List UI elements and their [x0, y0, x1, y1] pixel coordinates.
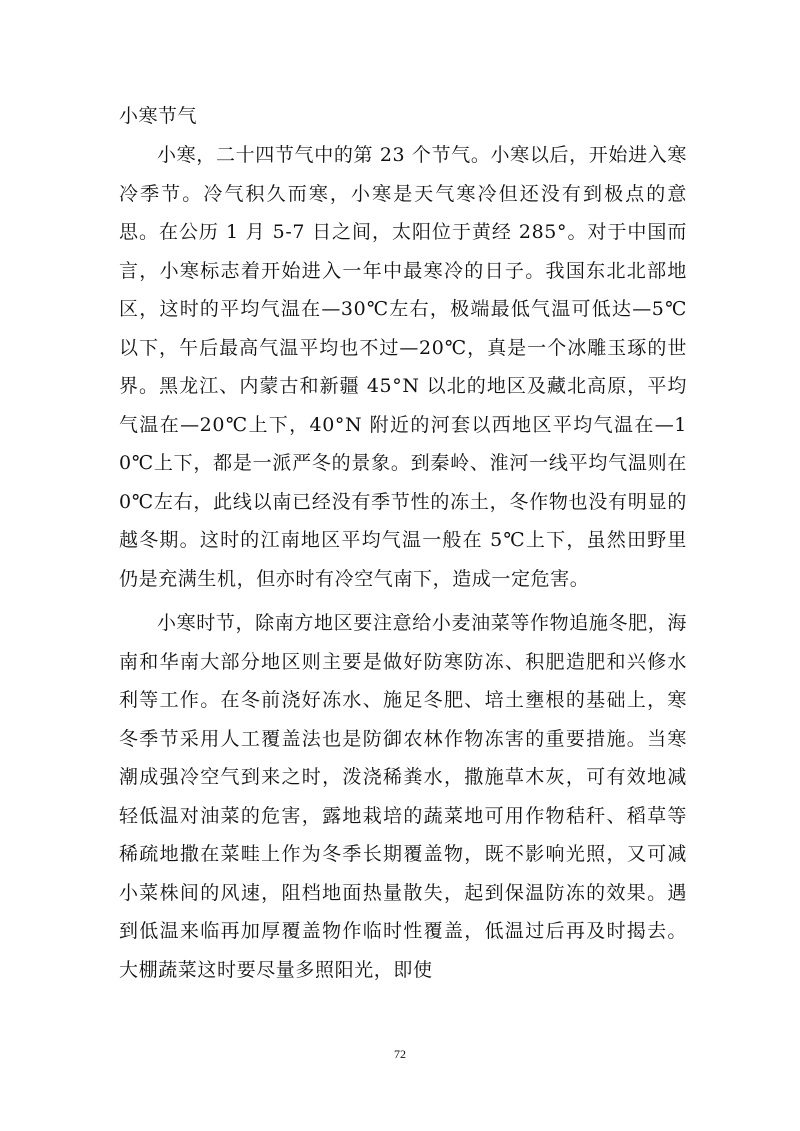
page-number: 72	[394, 1047, 406, 1061]
paragraph-intro: 小寒，二十四节气中的第 23 个节气。小寒以后，开始进入寒冷季节。冷气积久而寒，小寒是天气寒冷但还没有到极点的意思。在公历 1 月 5-7 日之间，太阳位于黄经 285°。对于中国而言，小寒标志着开始进入一年中最寒冷的日子。我国东北北部地区，这时的平均气温在—30℃左右，极端最低气温可低达—5℃以下，午后最高气温平均也不过—20℃，真是一个冰雕玉琢的世界。黑龙江、内蒙古和新疆 45°N 以北的地区及藏北高原，平均气温在—20℃上下，40°N 附近的河套以西地区平均气温在—10℃上下，都是一派严冬的景象。到秦岭、淮河一线平均气温则在 0℃左右，此线以南已经没有季节性的冻土，冬作物也没有明显的越冬期。这时的江南地区平均气温一般在 5℃上下，虽然田野里仍是充满生机，但亦时有冷空气南下，造成一定危害。	[119, 144, 687, 590]
paragraph-farming: 小寒时节，除南方地区要注意给小麦油菜等作物追施冬肥，海南和华南大部分地区则主要是做好防寒防冻、积肥造肥和兴修水利等工作。在冬前浇好冻水、施足冬肥、培土壅根的基础上，寒冬季节采用人工覆盖法也是防御农林作物冻害的重要措施。当寒潮成强冷空气到来之时，泼浇稀粪水，撒施草木灰，可有效地减轻低温对油菜的危害，露地栽培的蔬菜地可用作物秸秆、稻草等稀疏地撒在菜畦上作为冬季长期覆盖物，既不影响光照，又可减小菜株间的风速，阻档地面热量散失，起到保温防冻的效果。遇到低温来临再加厚覆盖物作临时性覆盖，低温过后再及时揭去。大棚蔬菜这时要尽量多照阳光，即使	[119, 612, 687, 981]
page-title: 小寒节气	[119, 105, 198, 127]
page-content	[119, 96, 687, 989]
